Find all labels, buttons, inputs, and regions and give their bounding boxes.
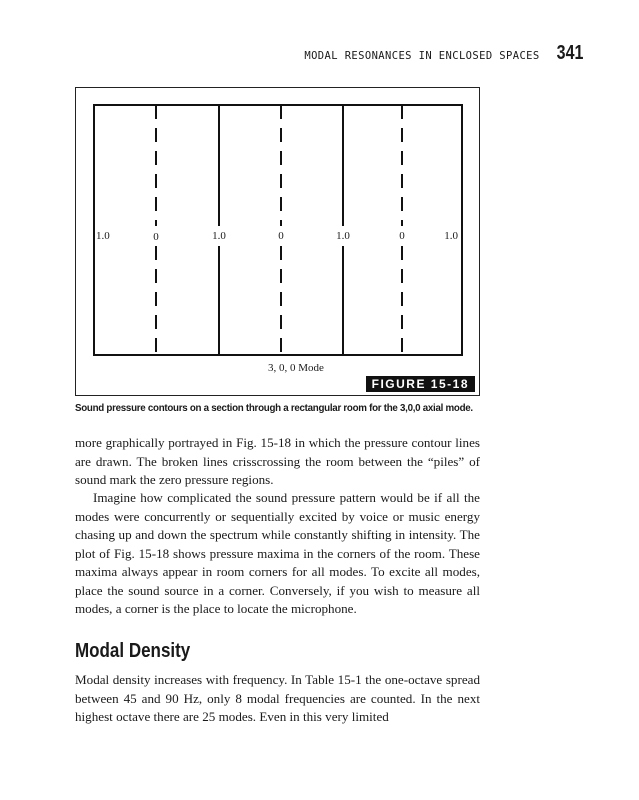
value-label-max-2: 1.0 bbox=[336, 230, 350, 242]
value-label-max-1: 1.0 bbox=[212, 230, 226, 242]
value-label-zero-1: 0 bbox=[153, 231, 159, 243]
running-head bbox=[304, 42, 583, 65]
running-title: MODAL RESONANCES IN ENCLOSED SPACES bbox=[304, 50, 540, 62]
figure-caption: Sound pressure contours on a section through a rectangular room for the 3,0,0 axial mode. bbox=[75, 402, 473, 414]
value-label-zero-3: 0 bbox=[399, 230, 405, 242]
mode-label: 3, 0, 0 Mode bbox=[268, 362, 324, 374]
page-number: 341 bbox=[556, 42, 583, 64]
paragraph-2: Imagine how complicated the sound pressure pattern would be if all the modes were concurrently or sequentially excited by voice or music energy chasing up and down the spectrum while constantly shifting in intensity. The plot of Fig. 15-18 shows pressure maxima in the corners of the room. These maxima always appear in room corners for all modes. To excite all modes, place the sound source in a corner. Conversely, if you wish to measure all modes, a corner is the place to locate the microphone. bbox=[75, 490, 480, 616]
mode-diagram bbox=[76, 88, 481, 397]
value-label-wall-right: 1.0 bbox=[444, 230, 458, 242]
value-label-zero-2: 0 bbox=[278, 230, 284, 242]
paragraph-3: Modal density increases with frequency. In Table 15-1 the one-octave spread between 45 and 90 Hz, only 8 modal frequencies are counted. In the next highest octave there are 25 modes. Even in this very limited bbox=[75, 672, 480, 724]
paragraph-1: more graphically portrayed in Fig. 15-18 in which the pressure contour lines are drawn. The broken lines crisscrossing the room between the “piles” of sound mark the zero pressure regions. bbox=[75, 435, 480, 487]
figure-15-18 bbox=[75, 87, 480, 396]
figure-label: FIGURE 15-18 bbox=[366, 376, 475, 392]
value-label-wall-left: 1.0 bbox=[96, 230, 110, 242]
section-heading: Modal Density bbox=[75, 640, 191, 662]
